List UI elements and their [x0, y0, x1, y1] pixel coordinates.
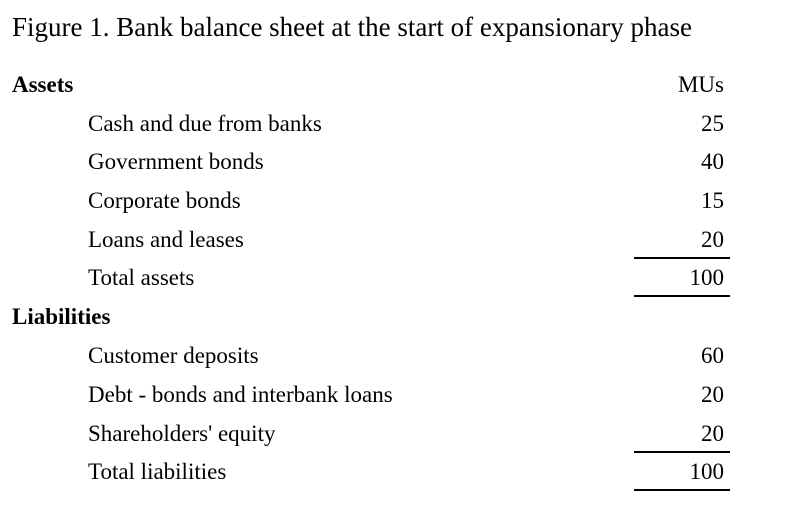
table-row [0, 419, 800, 449]
row-value: 60 [701, 343, 724, 368]
liabilities-heading: Liabilities [12, 304, 111, 329]
total-value: 100 [689, 459, 724, 484]
row-value: 20 [701, 227, 724, 252]
total-row [0, 457, 800, 487]
table-row [0, 225, 800, 255]
table-row [0, 109, 800, 139]
assets-heading: Assets [12, 72, 74, 97]
table-row [0, 380, 800, 410]
row-value: 15 [701, 188, 724, 213]
total-row [0, 263, 800, 293]
unit-label: MUs [677, 72, 724, 97]
table-row [0, 147, 800, 177]
table-row [0, 341, 800, 371]
total-rule [634, 489, 730, 491]
row-label: Government bonds [88, 149, 264, 174]
row-value: 25 [701, 111, 724, 136]
total-label: Total assets [88, 265, 195, 290]
row-label: Cash and due from banks [88, 111, 322, 136]
total-label: Total liabilities [88, 459, 227, 484]
table-row [0, 186, 800, 216]
row-value: 40 [701, 149, 724, 174]
total-value: 100 [689, 265, 724, 290]
row-label: Corporate bonds [88, 188, 241, 213]
row-label: Customer deposits [88, 343, 259, 368]
row-value: 20 [701, 421, 724, 446]
row-label: Loans and leases [88, 227, 244, 252]
total-rule [634, 295, 730, 297]
subtotal-rule [634, 451, 730, 453]
row-label: Shareholders' equity [88, 421, 276, 446]
figure-title: Figure 1. Bank balance sheet at the start of expansionary phase [12, 12, 693, 42]
subtotal-rule [634, 257, 730, 259]
row-label: Debt - bonds and interbank loans [88, 382, 393, 407]
row-value: 20 [701, 382, 724, 407]
